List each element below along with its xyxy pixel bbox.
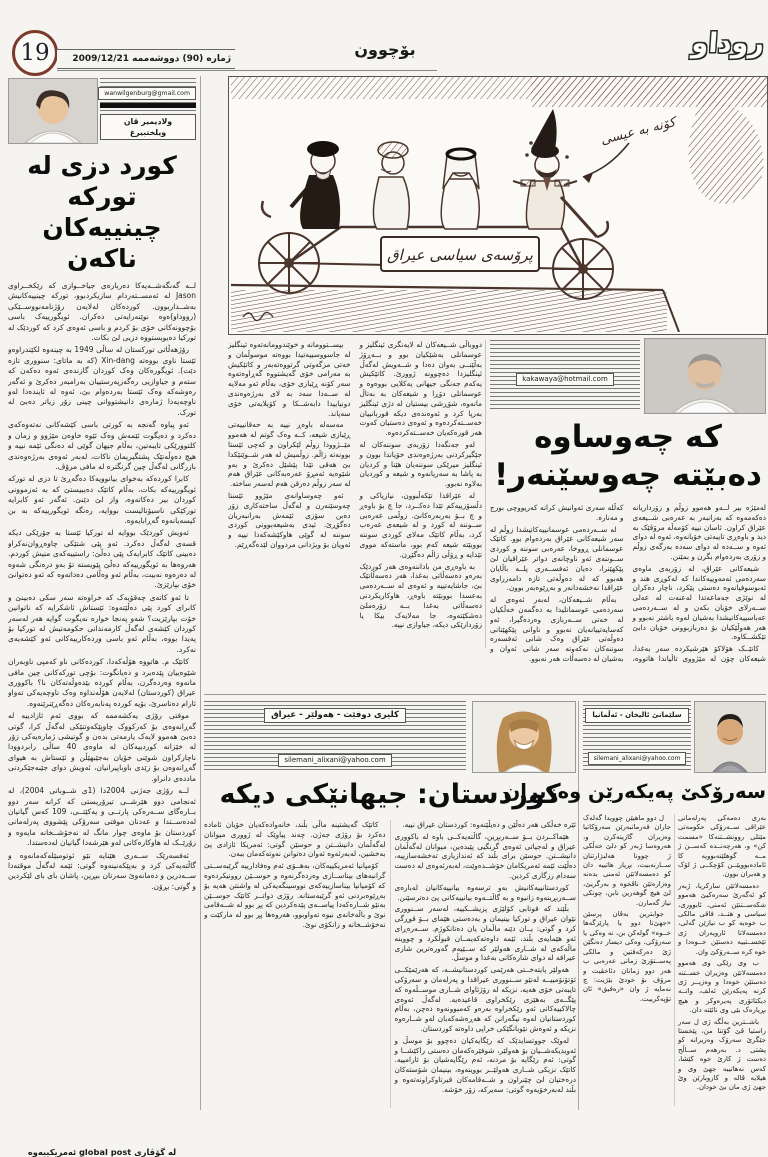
paragraph: له عێراقدا تێکه‌ڵبوون، نیازپاکی و دڵسۆزییه‌کم تێدا ده‌کــرد، جا چ بۆ باوه‌ڕ و چ بــۆ به‌ربه‌ره‌کانێ. زوڵمی عه‌ره‌بی ســوننه له کورد و له شیعه‌ی عه‌ره‌ب کرد، به‌ڵام کاتێک مه‌لای کوردی سوننه بووبێته شیعه که‌م بوو، ماسته‌که مووی تێدایه و ڕۆڵی زاڵم ده‌گێڕن. [359,490,482,559]
headline-turkey-line2: چینییه‌کان ناکه‌ن [42,213,162,273]
article-kurdistan [204,701,576,1110]
paragraph: هێماکــردن بــۆ ســه‌ربڕین، گاڵته‌یه‌کــی باوه له باکووری عیراق و له‌جیاتی ئه‌وه‌ی گرنگیی پێبده‌ین، میوانان له‌گه‌ڵمان دانیشــتن. حوسێن برای بڵند که ئه‌ندازیاری ته‌خشه‌سازییه، ده‌ڵێت ئێمه ئه‌مریکامان خۆشــده‌وێت، له‌به‌رئه‌وه‌ی له ده‌ست سه‌دام رزگاری کردین. [394,831,576,880]
headline-turkey-line1: کورد دزی له تورکه [27,151,177,211]
turban-rider [373,142,409,229]
author-photo-kakawaya [644,338,766,414]
author-byline: سلێمانێ ئالیخان - ئه‌ڵمانیا [585,708,688,723]
paragraph: به‌ری ده‌مه‌کی په‌رله‌مانی عێراقی ســه‌رۆکی حکومه‌تی مێتلی روونشــتنه‌کا «مسمت کن» و، هه‌رچه‌نــده که‌ســن ژ مــه گوهلێنه‌بوویه کا ئاماده‌بوویێــن کۆچکــی ژ لۆک و هه‌یران بوون. [678,814,766,879]
article-oppressed-lead [490,503,766,679]
article-turkey-header [8,78,196,142]
headline-oppressed-line1: که چه‌وساوه [534,419,722,455]
main-column-divider [200,76,201,1110]
page-number: 19 [20,40,50,66]
cartoon-sign [381,237,539,271]
section-title: بۆچوون [354,40,416,59]
cloud-hatching [688,95,763,204]
author-photo-wilgenburg [8,78,98,144]
newspaper-logo: روداو [690,28,766,59]
article-oppressed [490,338,766,679]
headline-turkey [8,150,196,274]
article-turkey-body [8,281,196,1143]
byline-decor [204,701,466,771]
paragraph: به باوه‌ڕی من باداننه‌وه‌ی هه‌ر کوردێک به‌ره‌و ده‌سه‌ڵاتی به‌غدا، هه‌ر ده‌سه‌ڵاتێک بێ، جاشایه‌تییه و ئه‌وه‌ی له ســه‌رده‌می به‌عسدا بووبێته باوه‌ڕ، هاوکاریکردنی ده‌سه‌ڵاتی به‌غدا بــه زۆره‌ملێ ده‌شکێته‌وه، جا مه‌لایه‌ک بیکا یا زۆردارێکی دیکه، جیاوازی نییه. [359,561,482,630]
edition-date: ژماره (90) دووشه‌ممه 2009/12/21 [72,54,231,64]
young-man-portrait [9,79,97,143]
paragraph: به‌ڵام شــیعه‌کان، له‌به‌ر ئه‌وه‌ی له سه‌رده‌می عوسمانلیدا به ده‌گمه‌ن خه‌ڵکیان له خه‌تی ســه‌ربازی وه‌رده‌گیرا، ئه‌و که‌سایه‌تییانه‌یان نه‌بوو و ناوانی پێکهێنانی ده‌وڵه‌تی عێراق وه‌ک شانی ئه‌فسه‌ره سوننه‌کان نه‌که‌وته سه‌ر شانی ئه‌وان و به‌شیان له ده‌سه‌ڵات هه‌ر نه‌بوو. [490,595,624,663]
paragraph: رۆژهه‌ڵاتی تورکستان له ساڵی 1949 به چینه‌وه لکێندراوه‌و ئێستا ناوی بووه‌ته Xin-dang (که به ماتای: سنووری تازه دێت). ئویگوره‌کان وه‌ک کوردان گازنده‌ی ئه‌وه ده‌که‌ن که سته‌م و جیاوازیی ره‌گه‌زپه‌رستییان به‌رامبه‌ر ده‌کرێ و ئه‌گه‌ر ره‌وشه‌که وه‌ک ئێستا به‌رده‌وام بێ، ئه‌وه له ئاینده‌دا له‌و ناوچه‌یه‌دا ژماره‌ی دانیشتووانی چینی زۆر زیاتر ده‌بێ له تورک. [8,345,196,417]
paragraph: ل دوو ماهیێن چوویدا گه‌له‌ک جاران فه‌رمانبه‌رێن سه‌رۆکاتیا وه‌زیران گازینه‌کرن و، هه‌روه‌سا ژبه‌ر کو دلێ خه‌ڵکی ژ چوونا هه‌لبژارتنان ســارنه‌بیت، بڕیار هاتییه دان کو ده‌مسه‌لاتێن ئه‌منی بده‌نه وه‌زاره‌تێن ناڤخوه و به‌رگریێ، لێ هیچ گوهه‌رین نابن، چونکی نیاز گه‌مارن. [583,814,671,907]
byline-decor [100,78,196,142]
author-email[interactable]: silemani_alixani@yahoo.com [588,752,687,765]
paragraph: هه‌ولێر پایته‌خــتی هه‌رێمی کوردستانیشــه، که هه‌رێمێکــی ئۆتۆنۆمییــه له‌نێو ســنووری عیراقدا و په‌رله‌مان و سه‌رۆکی تایبه‌تی خۆی هه‌یه، نزیکه له رۆژئاوای شــاری موســڵه‌وه که پێگــه‌ی به‌هێزی رێکخراوی قاعیده‌یه. له‌گه‌ڵ ئه‌وه‌ی چالاکییه‌کانی ئه‌و رێکخراوه به‌ره‌و که‌مبوونه‌وه ده‌چن، به‌ڵام کوردستانیان له‌وه نیگه‌رانن که هه‌ڕه‌شه‌که‌یان له‌و شــاره‌وه نزیکه و ئه‌وه‌ش نێوبانگێکی خراپی داوه‌ته کوردستان. [394,965,576,1033]
article-turkey [8,78,196,1157]
keffiyeh-rider [441,149,479,229]
paragraph: بڵێند که قوتابی کۆلێژی پزیشــکییه، له‌سه‌ر ســنووری نێوان عیراق و تورکیا بینیمان و به‌ده‌ستی هێمای بــۆ قوڕگی کرد و گوتی: یــان دێنه ماڵمان یان ده‌تانکوژم. ســه‌ره‌ڕای ئه‌و هێمایه‌ی بڵند، ئێمه داوه‌ته‌که‌یمــان قبوڵکرد و چووینه ماڵه‌که‌ی له شــاری هه‌ولێر که ســێیه‌م گه‌وره‌ترین شاری عیراقه له دوای شاره‌کانی به‌غدا و موسڵ. [394,904,576,963]
paragraph: له‌و جه‌نگه‌دا زۆربه‌ی سوننه‌کان له جێگیرکردنی به‌رژه‌وه‌ندی خۆیاندا بوون و ئینگلیز میرێکی سوننه‌یان هێنا و کردیان به پاشا به سه‌ریانه‌وه و شیعه و کوردیان به‌لاوه نه‌بوو. [359,439,482,489]
article-ministers-body [583,814,766,1106]
paragraph: له ســه‌رده‌می عوسمانییه‌کانیشدا زوڵم له سه‌ر شیعه‌کانی عێراق به‌رده‌وام بوو. کاتێک عوسمانلی ڕووخا، عه‌ره‌بی سوننه و کوردی ســوننه‌ی ئه‌و ناوچانه‌ی دواتر عێراقیان لێ پێکهێنرا، ده‌یان ئه‌فســه‌ری پلــه باڵایان هه‌بوو که له ده‌وڵه‌تی تازه دامه‌زراوی عێراقدا نه‌خشه‌دانه‌ر و به‌ڕێوه‌به‌ر بوون. [490,524,624,593]
article-ministers [503,701,766,1110]
article-oppressed-divider [485,340,486,648]
paragraph: جوابترین به‌ڤان پرسێن «جهێ‌تا دوو یا پارێزگه‌ها خــوه» گوله‌کن بن، نه وه‌کی یا سه‌رۆکی، وه‌کی دیسار ده‌نگێن ژێ ده‌رکه‌فتین و مالکی په‌ســتۆرێ زمانی عه‌ره‌بی ب هه‌ر دوو زمانان دئاخڤیت و مرۆڤ بۆ خودێ بێژیت: چ نه‌مایه ژ وان «ره‌فیق» ئان تۆپه‌کرییت. [583,910,671,1003]
paragraph: ئه‌فسه‌رێک ســه‌ری هێنایه نێو ئوتومبێله‌که‌مانه‌وه و گاڵته‌یه‌کی کرد و به‌پێکه‌نینه‌وه گوتی: ئێمه له‌گه‌ڵ موقته‌دا ســه‌درین و ده‌مانه‌وێ سه‌رتان ببڕین، پاشان بای بای لێکردین و گوتی: بڕۆن. [8,850,196,891]
author-byline: کلیری دوفێت - هه‌ولێر - عیراق [264,708,406,723]
author-photo-alixan [694,701,766,773]
paragraph: موفتی رۆژی یه‌کشه‌ممه که بووی ئه‌م ئازادییه له گه‌ڕانه‌وه‌ی بۆ که‌رکووک چاوپێکه‌وتنێکی له‌گه‌ڵ کرا، گوتی ده‌بێ هه‌موو لایه‌ک یارمه‌تی بده‌ن و گوتیشی ژماره‌یه‌کی زۆر له خێزانه کوردییه‌کان له ماوه‌ی 40 ساڵی رابردوودا ناچارکراون شوێنی خۆیان به‌جێبهێڵن و ئێستاش به هیوای گه‌ڕانه‌وه‌ن بۆ زێدی باوباپیرانیان، ئه‌ویش دوای جێبه‌جێکردنی مادده‌ی دانراو. [8,711,196,783]
page-number-badge [12,30,58,76]
paragraph: ئه‌ویش کوردێک بووایه له تورکیا ئێستا به جۆرێکی دیکه قسه‌ی له‌گه‌ڵ ده‌کرد. ئه‌و پێی شتێکی چاوه‌ڕوان‌نه‌کراو ده‌بینی کاتێک کابرایه‌ک پێی ده‌ڵێ: راستییه‌که‌ی منیش کوردم. هه‌روه‌ها به ئویگورییه‌که ده‌ڵێ پێویسته تۆ به‌و دره‌نگی شه‌وه له ده‌ره‌وه نه‌بیت، به‌ڵام ئه‌و وه‌ڵامی ده‌داته‌وه که ئه‌و ده‌توانێ خۆی بپارێزێ. [8,528,196,590]
paragraph: مه‌سه‌له باوه‌ڕ نییه به حه‌قانییه‌تی ڕێبازی شیعه، کــه وه‌ک گوتم له هه‌موو مێــژوودا زوڵم لێکراون و که‌چی ئێستا بوونه‌ته زاڵم. زوڵمیش له هه‌ر شــوێنێکدا بێ هه‌قی تێدا پێشێل ده‌کرێ و به‌و شێوه‌یه ئه‌مڕۆ عه‌ره‌به‌کانی عێراق هه‌م له سه‌ر زوڵم ده‌رقن هه‌م له‌سه‌ر ساخته. [228,420,351,489]
byline-decor [490,340,640,410]
headline-ministers: سه‌رۆکێ په‌یکه‌رێن وه‌زیران [503,780,766,803]
paragraph: کوردستانییه‌کانیش به‌و ترسه‌وه بیانییه‌کانیان له‌باره‌ی ســه‌ربڕینه‌وه زانیوه و به گاڵتــه‌وه بیانییه‌کانی پێ ده‌ترسێنن. [394,882,576,902]
article-oppressed-body-left [228,340,482,648]
paragraph: ده‌مسه‌لاتێن سارکریا، ژبه‌ر کو ئه‌گه‌رێ سه‌ره‌کیێ هه‌موو شکه‌ســتنێن ئه‌منی، ئابووری، سیاسی و هتــد، فاقی مالکی ب خوه‌یه کو ب نیازێن گه‌لی، ده‌مسه‌لاتا ئارویه‌ران ژی تێخســتییه ده‌ستێن خــوه‌دا و خوه کره ســه‌رۆکێ وان. [678,881,766,956]
byline-decor [583,701,691,771]
paragraph: کۆمپانیا ئه‌مریکییه‌کان، به‌هــۆی ئه‌م وه‌فادارییه گرێبه‌ســتی گرانبه‌های بیناســازی وه‌رده‌گرنه‌وه و حوســێن روونیکرده‌وه که کۆمپانیا بیناسازییه‌که‌ی نووسینگه‌یه‌کی له واشنتن هه‌یه بۆ به‌ڕێوه‌بردنی ئه‌و گرێبه‌ستانه. رۆژی دواتــر کاتێک حوســێن به‌نێو شــاره‌که‌دا پیاســه‌ی پێده‌کردین که پڕ بوو له شــه‌قامی نوێ و باڵه‌خانه‌ی نیوه ته‌واوبوو، هه‌روه‌ها پڕ بوو له مارکێت و نه‌خۆشــخانه و زانکۆی نوێ. [204,861,386,929]
article-turkey-source: له گۆڤاری global post ئه‌مریکییه‌وه [27,1147,177,1157]
paragraph: ئه‌و چه‌وساوانه‌ی مێژوو ئێستا چه‌وسێنه‌رن و له‌گه‌ڵ ساخته‌کاری زۆر ده‌بن سۆزی ئێمه‌ش به‌رانبه‌ریان ده‌گۆڕێ. ئیدی به‌شیعه‌بوونی کوردی سوننه له گوێی هاوکێشه‌که‌دا نییه و ئه‌ویان بۆ ویژدانی مردووان لێده‌گه‌ڕێم. [228,490,351,549]
author-email[interactable]: wanwilgenburg@gmail.com [98,87,196,100]
paragraph: کاتێک م. هاتووه هۆڵه‌که‌دا، کورده‌کانی ناو که‌مپی ناوبه‌ران شێوه‌ییان پێده‌برد و ده‌یانگوت: بۆچی تورکه‌کانی چین مافی مانه‌وه وه‌رده‌گرن، به‌ڵام کورده بێده‌وڵه‌ته‌کان نا؟ باکووری عیراق (کوردستان) له‌لایه‌ن هۆڵه‌نداوه وه‌ک ناوچه‌یه‌کی ته‌واو ئارام ده‌ناسرێ، بۆیه کورده په‌نابه‌ره‌کان ده‌گه‌ڕێنرێنه‌وه. [8,657,196,708]
paragraph: کاتێک گه‌یشتینه ماڵی بڵند، خانه‌واده‌که‌یان خۆیان ئاماده ده‌کرد بۆ رۆژی جه‌ژن. چه‌ند پیاوێک له ژووری میوانان له‌گه‌ڵمان دانیشــتن و حوسێن گوتی: ئه‌مریکا ئازادی پێ به‌خشین، له‌به‌رئه‌وه ئه‌وان ده‌توانن نه‌وته‌که‌مان ببه‌ن. [204,820,386,859]
paragraph: لــه رۆژی جه‌ژنی 2004دا (1ی شــوباتی 2004)، له ئه‌نجامی دوو هێرشــی تیرۆریستی که کرانه سه‌ر دوو بــاره‌گای ســه‌ره‌کی پارتــی و یه‌کێتــی، 109 که‌س گیانیان له‌ده‌ســتدا و عه‌دنان موفتی سه‌رۆکی پێشووی په‌رله‌مانی کوردستان بۆ ماوه‌ی چوار مانگ له نه‌خۆشــخانه مایه‌وه و زۆرێــک له هاوکاره‌کانی له‌و هێرشه‌دا گیانیان له‌ده‌ستدا. [8,786,196,848]
paragraph: ئێره خه‌ڵکی هه‌ر ده‌ڵێن و ده‌یڵێنه‌وه: کوردستان عیراق نییه. [402,820,576,829]
paragraph: دووباڵی شــیعه‌کان له لایه‌نگری ئینگلیز و عوسمانلی به‌شێکیان بوو و بــه‌ڕۆژ به‌ڵێنــی به‌وان ده‌دا و شــه‌ویش له‌گه‌ڵ ئینگلیزدا ده‌چوونه ژوورێ. کاتێکیش یه‌که‌م جه‌نگی جیهانی یه‌کلایی بووه‌وه و عوسمانلی دۆڕا و شیعه‌کان به به‌تاڵ مانه‌وه، شۆڕشی بیستیان له دژی ئینگلیز به‌رپا کرد و ئه‌وه‌نده‌ی دیکه قوربانییان خه‌ســته‌کرده‌وه و ئه‌وه‌ی ده‌ستیان که‌وت هه‌ر قوره‌که‌یان خه‌ســته‌کرده‌وه. [359,340,482,438]
paragraph: کاتێــک هۆلاکۆ هێرشیکرده سه‌ر به‌غدا، شیعه‌کان چۆن له مێژووی تاڵیاندا هاتووه، که‌ڵله سه‌ری ئه‌وانیش کرانه که‌رپووچی بورج و مه‌ناره. [490,503,766,663]
paragraph: له‌وێک جووتسایدێک که رێگایه‌کیان ده‌چوو بۆ موسڵ و ئه‌ویدیکه‌شــیان بۆ هه‌ولێر، شوفێره‌که‌مان ده‌ستی راکێشــا و گوتی: ئه‌م رێگایه بۆ مردنه، ئه‌م رێگایه‌شیان بۆ ئارامییه. کاتێک نزیکی شــاری هه‌ولێــر بووینه‌وه، بینیمان شۆسته‌کان دره‌ختیان لێ چێنراون و شــه‌قامه‌کان قیرتاوکراونه‌ته‌وه و بڵند له‌به‌رخۆیه‌وه گوتی: سه‌یرکه، زۆر خۆشه. [394,1035,576,1094]
paragraph: شیعه‌کانی عێراق، له زۆربه‌ی ماوه‌ی سه‌رده‌می ئه‌مه‌وییه‌کاندا که له‌کوڕی هند و ئه‌بوسوفیانه‌وه ده‌ستی پێکرد، ناچار ده‌کران له نوێژی جه‌ماعه‌تدا له‌عنه‌ت له عه‌لی ســه‌رلای خۆیان بکه‌ن و له ســه‌رده‌می عه‌باسییه‌کانیشدا به‌شیان له‌وه باشتر نه‌بوو و هه‌ر هه‌وڵێکیان بۆ ده‌ربازبوونی خۆیان دابێ تێکشــکاوه. [632,563,766,642]
paragraph: بیســتوومانه و خوێندوومانه‌ته‌وه ئینگلیز له جاسووسییه‌تیدا بووه‌ته موسوڵمان و خه‌تی مزگه‌وتی گرتووه‌ته‌به‌ر و کاتێکیش به مه‌رامی خۆی گه‌یشتووه گه‌ڕاوه‌ته‌وه سه‌ر کۆنه ڕێبازی خۆی، به‌ڵام ئه‌و مه‌لایه له ســه‌دا سه‌د به لای به‌رژه‌وه‌ندی دونیاییدا دابه‌شــکا و کۆیلایه‌تی خۆی سه‌پاند. [228,340,351,418]
cliff-face [231,290,667,332]
article-kurdistan-body [204,820,576,1108]
article-oppressed-header [490,338,766,412]
paragraph: باشــترین به‌ڵگه ژی ل سه‌ر راستیا ڤێ گۆتنا من، پێخستا جێگرێ سه‌رۆک وه‌زیرانه کو پشتی د. به‌رهه‌م ســاڵح ده‌ست ژ کارێ خوه کێشا، که‌س نه‌هاتییه جهێ وی و هیلایه ڤاله و کاروبارێن وێ جهێ ژی مان بێ خودان. [678,1017,766,1092]
headline-oppressed-line2: ده‌بێته چه‌وسێنه‌ر! [494,457,762,493]
cartoon-note-text: کۆنه به عیسی [599,115,678,149]
paragraph: ئه‌و پیاوه گه‌نجه به کورتی باسی کێشه‌کانی نه‌ته‌وه‌که‌ی ده‌کرد و ده‌یگوت ئێمه‌ش وه‌ک ئێوه خاوه‌ن مێژوو و زمان و کلتوورێکی تایبه‌تین، به‌ڵام جیهان گوێی له ده‌نگی ئێمه نییه و هیچ ده‌وڵه‌تێک پشتگیریمان ناکات، له‌به‌ر ئه‌وه‌ی به‌رژه‌وه‌ندی بازرگانی له‌گه‌ڵ چین گرنگتره له مافی مرۆڤ. [8,420,196,471]
cartoon-sign-text: پرۆسه‌ی سیاسی عیراق [387,246,533,264]
editorial-cartoon [228,76,768,335]
author-email[interactable]: silemani_alixani@yahoo.com [278,754,391,767]
paragraph: کابرا کورده‌که به‌خوای بیانوویه‌کا ده‌گه‌ڕێ تا دزی له تورکه ئویگورییه‌که بکات، به‌ڵام کاتێک ده‌یبیستێ که به ئه‌زموونی کوردان بیر ده‌کاته‌وه، واز لێ دێنێ. ئه‌گه‌ر ئه‌و کابرایه تورکێکی ناسیۆنالیست بووایه، ره‌نگه ئویگورییه‌که به بن کیسه‌یانه‌وه گه‌ڕابایه‌وه. [8,474,196,525]
paragraph: له‌مێژه بیر لــه‌و هه‌موو زوڵم و زۆرداریانه ده‌که‌مه‌وه که به‌رانبه‌ر به عه‌ره‌بی شــیعه‌ی عێراق کراون. ئاسان نییه کۆمه‌ڵه مرۆڤێک به دید و باوه‌ڕی تایبه‌تی خۆیانه‌وه، ئه‌وه له دوای ئه‌وه و ســه‌ده له دوای سه‌ده به‌رگه‌ی زوڵم و زۆری به‌رده‌وام بگرن و بمێنن. [632,503,766,561]
section-divider [204,694,766,695]
paragraph: لــه گه‌نگه‌شــه‌یه‌کا ده‌رباره‌ی جیاخــوازی که رێکخــراوی Jason له ئه‌مســته‌ردام سازیکردبوو، تورکه چینییه‌کانیش به‌شــداربوون. کورده‌کان له‌لایه‌ن رۆژنامه‌نووســێکی (رووداو)ه‌وه نوێنه‌رایه‌تی ده‌کران. ئویگورییه‌ک باسی بۆچوونه‌کانی خۆی بۆ کردم و باسی ئه‌وه‌ی کرد که کوردێک له تورکیا ده‌یویستووه دزیی لێ بکات. [8,281,196,343]
author-byline: ولادیمیر ڤان ویلختبیرغ [100,114,196,140]
header-rule [57,70,437,71]
author-photo-dufait [472,701,576,773]
bottom-column-divider [578,701,579,1110]
paragraph: تا ئه‌و کاته‌ی چه‌قۆیه‌ک که خراوه‌ته سه‌ر سکی ده‌بینێ و کابرای کورد پێی ده‌ڵێته‌وه: ئێستاش ئاشکرایه که ناتوانین خۆت بپارێزیت؟ شه‌و په‌نجا خواره نه‌یگوت گوایه هه‌ر له‌سه‌ر کوردان کێشه‌ی له‌گه‌ڵ کارمه‌ندانی حکومه‌تیش له تورکیا بۆ په‌یدا بووه، به‌ڵام ئه‌و باسی ورده‌کارییه‌کانی ئه‌و کێشه‌یه‌ی نه‌کرد. [8,592,196,654]
paragraph: ب وی رێکی وی هه‌موو ده‌مسه‌لاتێن وه‌زیران خســتنه ده‌ستێن خوه‌دا و وه‌زیــر ژی کرنه په‌یکه‌رێن ئه‌لف، واتــه دیکتاتۆری په‌یره‌وکر و هیچ بڕیاره‌ک بێی وی نائێته دان. [678,959,766,1015]
article-ministers-header [583,701,766,771]
byline-bar [100,103,196,108]
cartoon-note [583,114,680,183]
edition-date-box [57,49,235,69]
cleric-rider [262,141,340,229]
article-kurdistan-header [204,701,576,771]
cartoon-drawing [231,77,767,332]
headline-kurdistan: کوردستان: جیهانێکی دیکه [219,779,561,810]
author-email[interactable]: kakawaya@hotmail.com [516,373,614,386]
headline-oppressed [490,418,766,494]
